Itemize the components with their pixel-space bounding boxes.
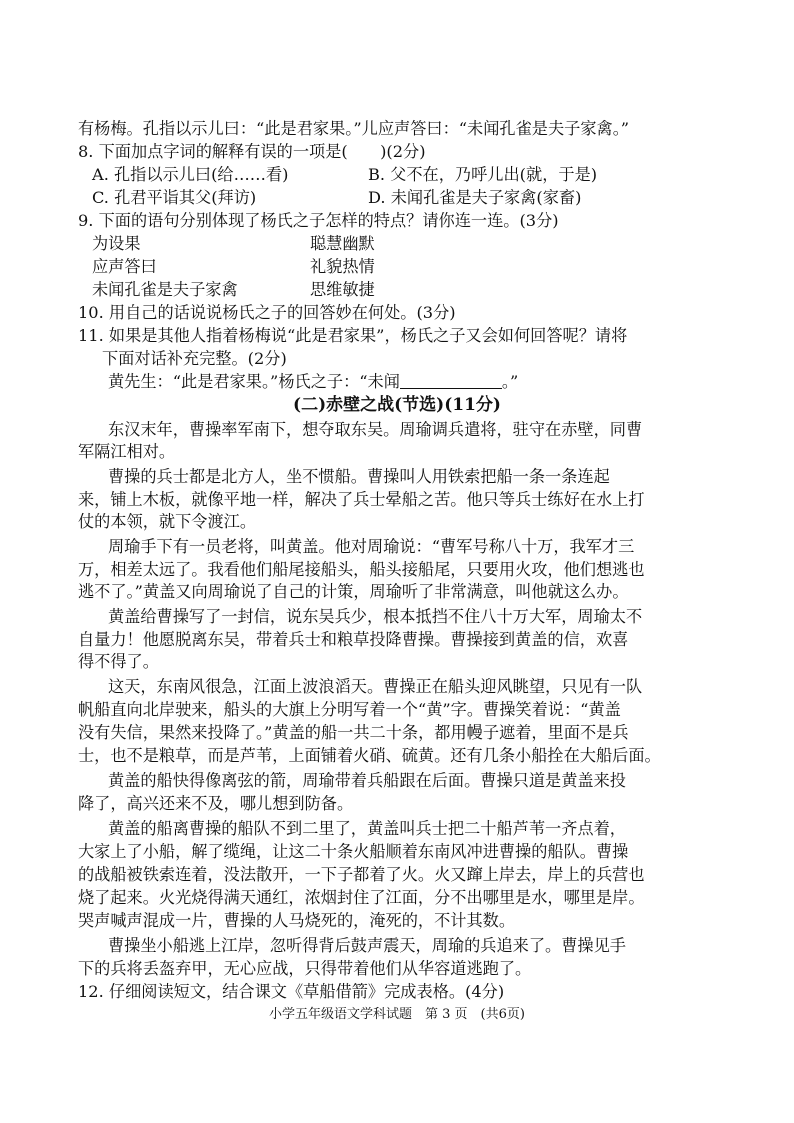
passage-line: 下的兵将丢盔弃甲，无心应战，只得带着他们从华容道逃跑了。	[78, 959, 532, 978]
question-9-right-item: 礼貌热情	[310, 257, 375, 276]
passage-line: 军隔江相对。	[78, 442, 176, 461]
question-8-option-c: C. 孔君平诣其父(拜访)	[92, 188, 257, 207]
question-9-right-item: 聪慧幽默	[310, 234, 375, 253]
question-9-left-item: 为设果	[92, 234, 141, 253]
dialog-suffix: 。”	[501, 372, 519, 391]
question-12: 12. 仔细阅读短文，结合课文《草船借箭》完成表格。(4分)	[78, 982, 505, 1001]
passage-line: 黄盖的船快得像离弦的箭，周瑜带着兵船跟在后面。曹操只道是黄盖来投	[108, 771, 626, 790]
passage-line: 烧了起来。火光烧得满天通红，浓烟封住了江面，分不出哪里是水，哪里是岸。	[78, 888, 645, 907]
question-9-left-item: 未闻孔雀是夫子家禽	[92, 280, 238, 299]
question-10: 10. 用自己的话说说杨氏之子的回答妙在何处。(3分)	[78, 303, 456, 322]
passage-line: 大家上了小船，解了缆绳，让这二十条火船顺着东南风冲进曹操的船队。曹操	[78, 842, 629, 861]
passage-end-line: 有杨梅。孔指以示儿曰：“此是君家果。”儿应声答曰：“未闻孔雀是夫子家禽。”	[78, 119, 630, 138]
passage-line: 降了，高兴还来不及，哪儿想到防备。	[78, 794, 354, 813]
question-11-line-1: 11. 如果是其他人指着杨梅说“此是君家果”，杨氏之子又会如何回答呢？请将	[78, 326, 628, 345]
question-8-option-a: A. 孔指以示儿曰(给……看)	[92, 165, 289, 184]
passage-line: 得不得了。	[78, 652, 159, 671]
passage-line: 黄盖的船离曹操的船队不到二里了，黄盖叫兵士把二十船芦苇一齐点着，	[108, 819, 626, 838]
dialog-prefix: 黄先生：“此是君家果。”杨氏之子：“未闻	[108, 372, 400, 391]
page-footer: 小学五年级语文学科试题 第 3 页 (共6页)	[269, 1007, 525, 1022]
passage-line: 来，铺上木板，就像平地一样，解决了兵士晕船之苦。他只等兵士练好在水上打	[78, 490, 645, 509]
question-11-line-2: 下面对话补充完整。(2分)	[102, 349, 287, 368]
passage-line: 这天，东南风很急，江面上波浪滔天。曹操正在船头迎风眺望，只见有一队	[108, 677, 643, 696]
question-8-option-d: D. 未闻孔雀是夫子家禽(家畜)	[368, 188, 582, 207]
passage-line: 曹操坐小船逃上江岸，忽听得背后鼓声震天，周瑜的兵追来了。曹操见手	[108, 936, 626, 955]
passage-line: 曹操的兵士都是北方人，坐不惯船。曹操叫人用铁索把船一条一条连起	[108, 467, 610, 486]
question-8-stem: 8. 下面加点字词的解释有误的一项是( )(2分)	[78, 142, 426, 161]
passage-line: 周瑜手下有一员老将，叫黄盖。他对周瑜说：“曹军号称八十万，我军才三	[108, 537, 635, 556]
passage-line: 逃不了。”黄盖又向周瑜说了自己的计策，周瑜听了非常满意，叫他就这么办。	[78, 582, 629, 601]
question-11-dialog	[108, 371, 758, 393]
passage-line: 万，相差太远了。我看他们船尾接船头，船头接船尾，只要用火攻，他们想逃也	[78, 560, 645, 579]
question-9-left-item: 应声答曰	[92, 257, 157, 276]
passage-line: 的战船被铁索连着，没法散开，一下子都着了火。火又蹿上岸去，岸上的兵营也	[78, 865, 645, 884]
question-9-right-item: 思维敏捷	[310, 280, 375, 299]
question-8-option-b: B. 父不在，乃呼儿出(就，于是)	[368, 165, 598, 184]
passage-line: 自量力！他愿脱离东吴，带着兵士和粮草投降曹操。曹操接到黄盖的信，欢喜	[78, 630, 629, 649]
passage-line: 没有失信，果然来投降了。”黄盖的船一共二十条，都用幔子遮着，里面不是兵	[78, 723, 629, 742]
passage-line: 黄盖给曹操写了一封信，说东吴兵少，根本抵挡不住八十万大军，周瑜太不	[108, 607, 643, 626]
passage-line: 仗的本领，就下令渡江。	[78, 512, 257, 531]
passage-line: 东汉末年，曹操率军南下，想夺取东吴。周瑜调兵遣将，驻守在赤壁，同曹	[108, 420, 643, 439]
passage-line: 士，也不是粮草，而是芦苇，上面铺着火硝、硫黄。还有几条小船拴在大船后面。	[78, 746, 661, 765]
answer-blank[interactable]	[400, 372, 502, 389]
passage-line: 哭声喊声混成一片，曹操的人马烧死的，淹死的，不计其数。	[78, 911, 516, 930]
section-title: (二)赤壁之战(节选)(11分)	[293, 395, 501, 415]
passage-line: 帆船直向北岸驶来，船头的大旗上分明写着一个“黄”字。曹操笑着说：“黄盖	[78, 700, 621, 719]
question-9-stem: 9. 下面的语句分别体现了杨氏之子怎样的特点？请你连一连。(3分)	[78, 211, 559, 230]
